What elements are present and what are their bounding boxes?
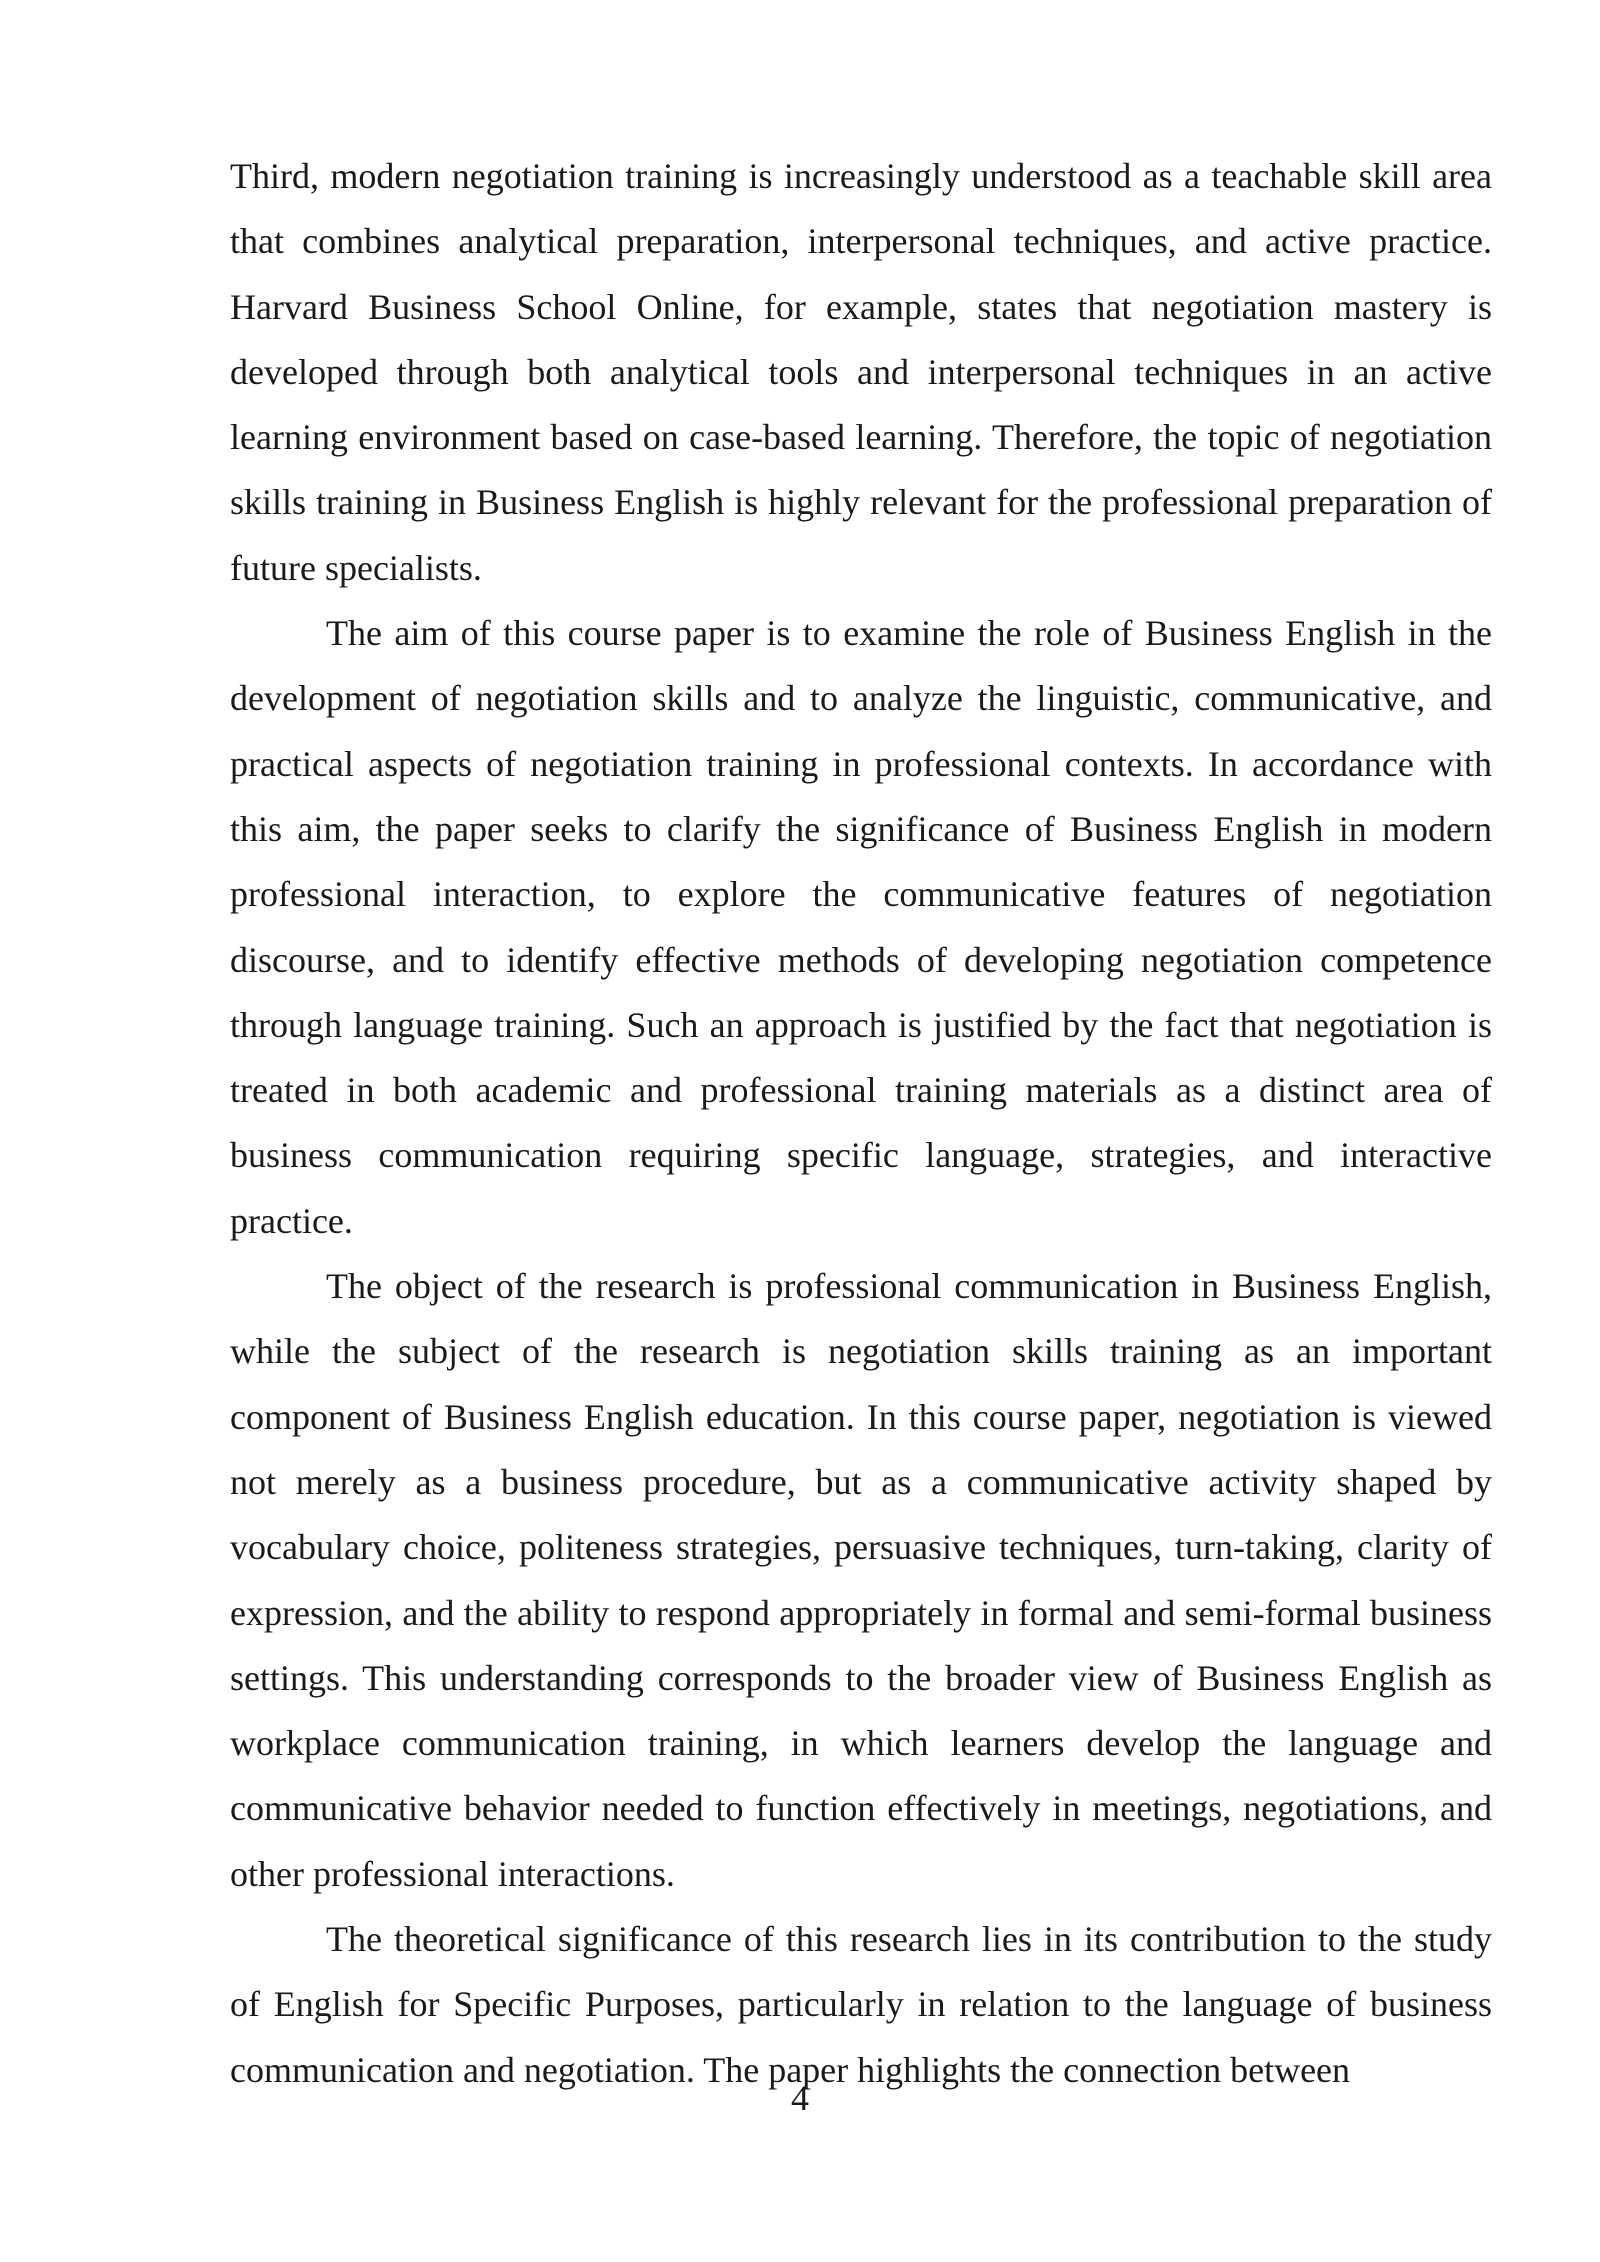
paragraph-object-subject: The object of the research is professional communication in Business English, while the subject of the research is negotiation skills training as an important component of Business English education. In this course paper, negotiation is viewed not merely as a business procedure, but as a communicative activity shaped by vocabulary choice, politeness strategies, persuasive techniques, turn-taking, clarity of expression, and the ability to respond appropriately in formal and semi-formal business settings. This understanding corresponds to the broader view of Business English as workplace communication training, in which learners develop the language and communicative behavior needed to function effectively in meetings, negotiations, and other professional interactions. <box>230 1266 1492 1894</box>
paragraph-aim: The aim of this course paper is to examine the role of Business English in the development of negotiation skills and to analyze the linguistic, communicative, and practical aspects of negotiation training in professional contexts. In accordance with this aim, the paper seeks to clarify the significance of Business English in modern professional interaction, to explore the communicative features of negotiation discourse, and to identify effective methods of developing negotiation competence through language training. Such an approach is justified by the fact that negotiation is treated in both academic and professional training materials as a distinct area of business communication requiring specific language, strategies, and interactive practice. <box>230 613 1492 1241</box>
paragraph-continuation: Third, modern negotiation training is increasingly understood as a teachable skill area that combines analytical preparation, interpersonal techniques, and active practice. Harvard Business School Online, for example, states that negotiation mastery is developed through both analytical tools and interpersonal techniques in an active learning environment based on case-based learning. Therefore, the topic of negotiation skills training in Business English is highly relevant for the professional preparation of future specialists. <box>230 156 1492 588</box>
body-text <box>230 144 1492 2103</box>
paragraph-theoretical-significance: The theoretical significance of this research lies in its contribution to the study of English for Specific Purposes, particularly in relation to the language of business communication and negotiation. The paper highlights the connection between <box>230 1919 1492 2090</box>
page-number: 4 <box>791 2078 809 2118</box>
